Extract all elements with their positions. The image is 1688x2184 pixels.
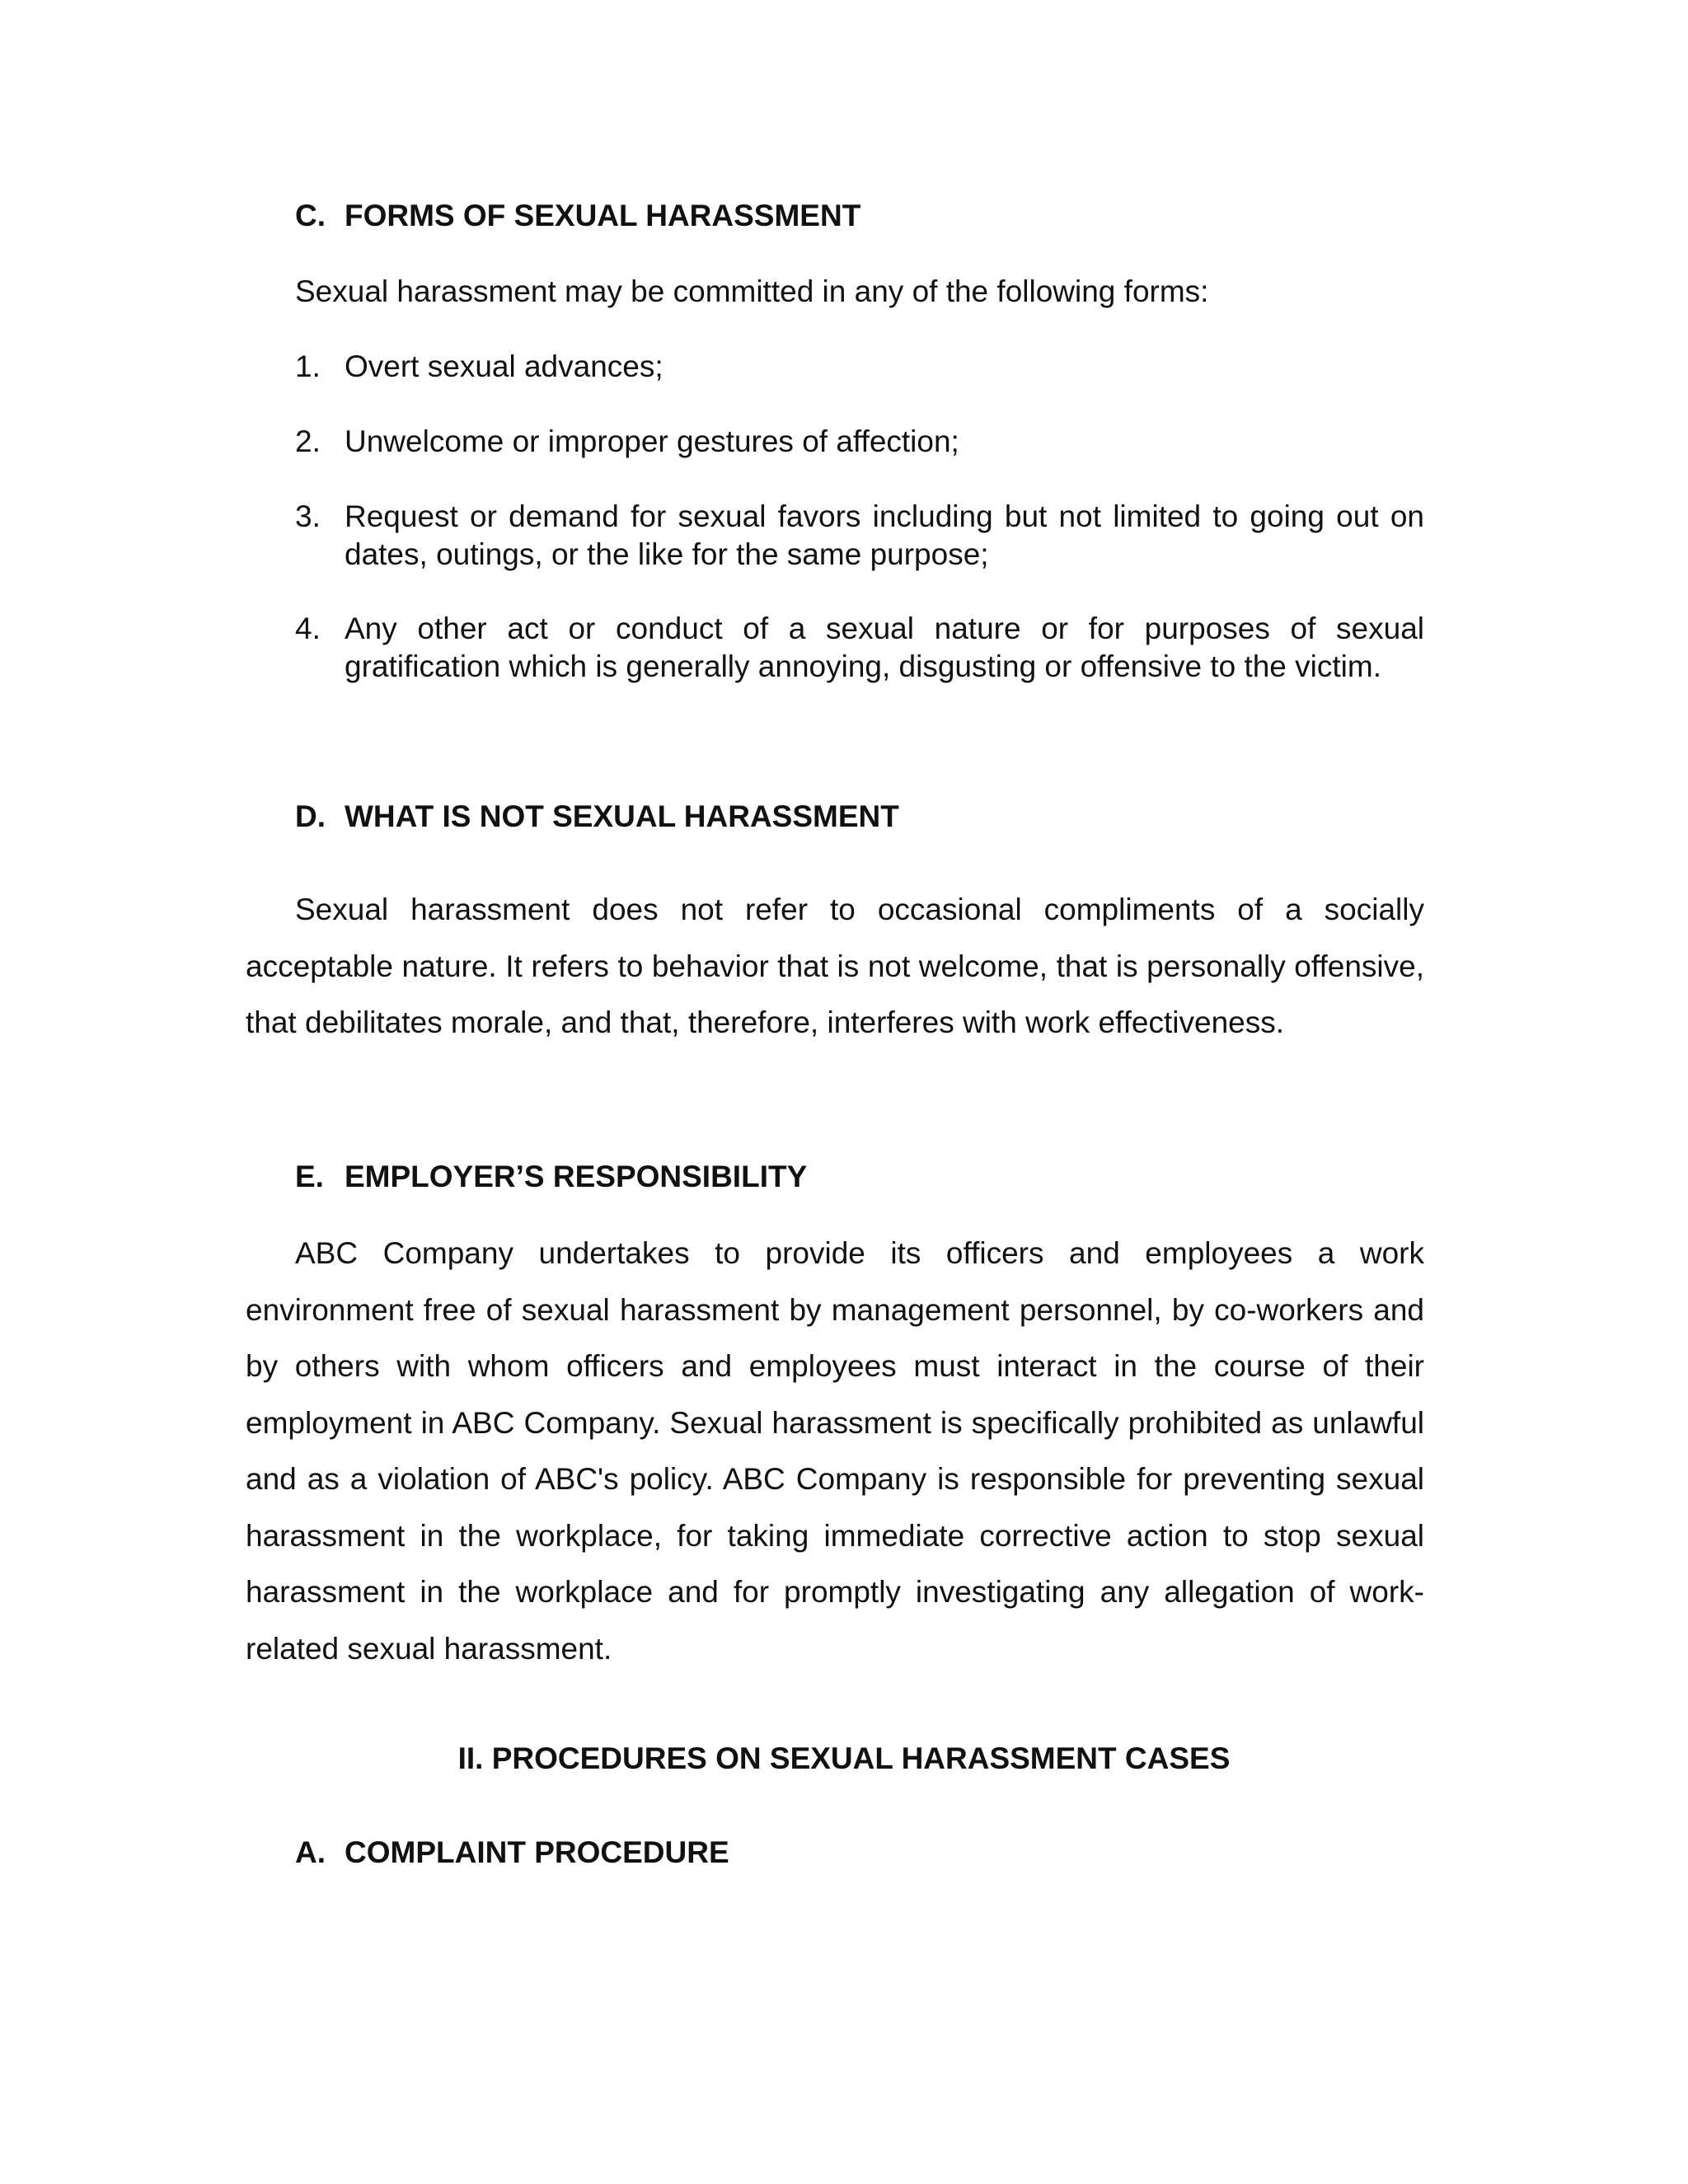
section-a-heading — [295, 1835, 729, 1871]
section-e-paragraph: ABC Company undertakes to provide its officers and employees a work environment free of sexual harassment by management personnel, by co-workers and by others with whom officers and employees must interact in the course of their employment in ABC Company. Sexual harassment is specifically prohibited as unlawful and as a violation of ABC's policy. ABC Company is responsible for preventing sexual harassment in the workplace, for taking immediate corrective action to stop sexual harassment in the workplace and for promptly investigating any allegation of work-related sexual harassment. — [246, 1236, 1424, 1666]
list-item-text: Any other act or conduct of a sexual nature or for purposes of sexual gratification which is generally annoying, disgusting or offensive to the victim. — [345, 612, 1424, 683]
section-c-letter: C. — [295, 199, 326, 232]
list-item — [295, 610, 1424, 686]
list-item-number: 2. — [295, 424, 321, 458]
section-a-title: COMPLAINT PROCEDURE — [345, 1835, 729, 1869]
list-item-number: 1. — [295, 349, 321, 383]
list-item — [295, 423, 1424, 461]
section-d-heading — [295, 799, 899, 835]
list-item-text: Unwelcome or improper gestures of affection; — [345, 424, 959, 458]
section-d-title: WHAT IS NOT SEXUAL HARASSMENT — [345, 799, 899, 833]
list-item-number: 4. — [295, 612, 321, 645]
list-item-text: Overt sexual advances; — [345, 349, 663, 383]
list-item — [295, 498, 1424, 574]
part-ii-heading: II. PROCEDURES ON SEXUAL HARASSMENT CASES — [457, 1741, 1231, 1775]
section-c-intro: Sexual harassment may be committed in any of the following forms: — [295, 274, 1209, 308]
list-item — [295, 348, 1424, 386]
section-d-letter: D. — [295, 799, 326, 833]
section-c-heading — [295, 198, 860, 234]
list-item-number: 3. — [295, 499, 321, 533]
section-c-title: FORMS OF SEXUAL HARASSMENT — [345, 199, 861, 232]
section-e-title: EMPLOYER’S RESPONSIBILITY — [345, 1160, 808, 1193]
section-a-letter: A. — [295, 1835, 326, 1869]
section-e-letter: E. — [295, 1160, 324, 1193]
section-d-paragraph: Sexual harassment does not refer to occasional compliments of a socially acceptable nature. It refers to behavior that is not welcome, that is personally offensive, that debilitates morale, and that, therefore, interferes with work effectiveness. — [246, 893, 1424, 1039]
list-item-text: Request or demand for sexual favors including but not limited to going out on dates, outings, or the like for the same purpose; — [345, 499, 1424, 571]
section-e-heading — [295, 1159, 807, 1195]
